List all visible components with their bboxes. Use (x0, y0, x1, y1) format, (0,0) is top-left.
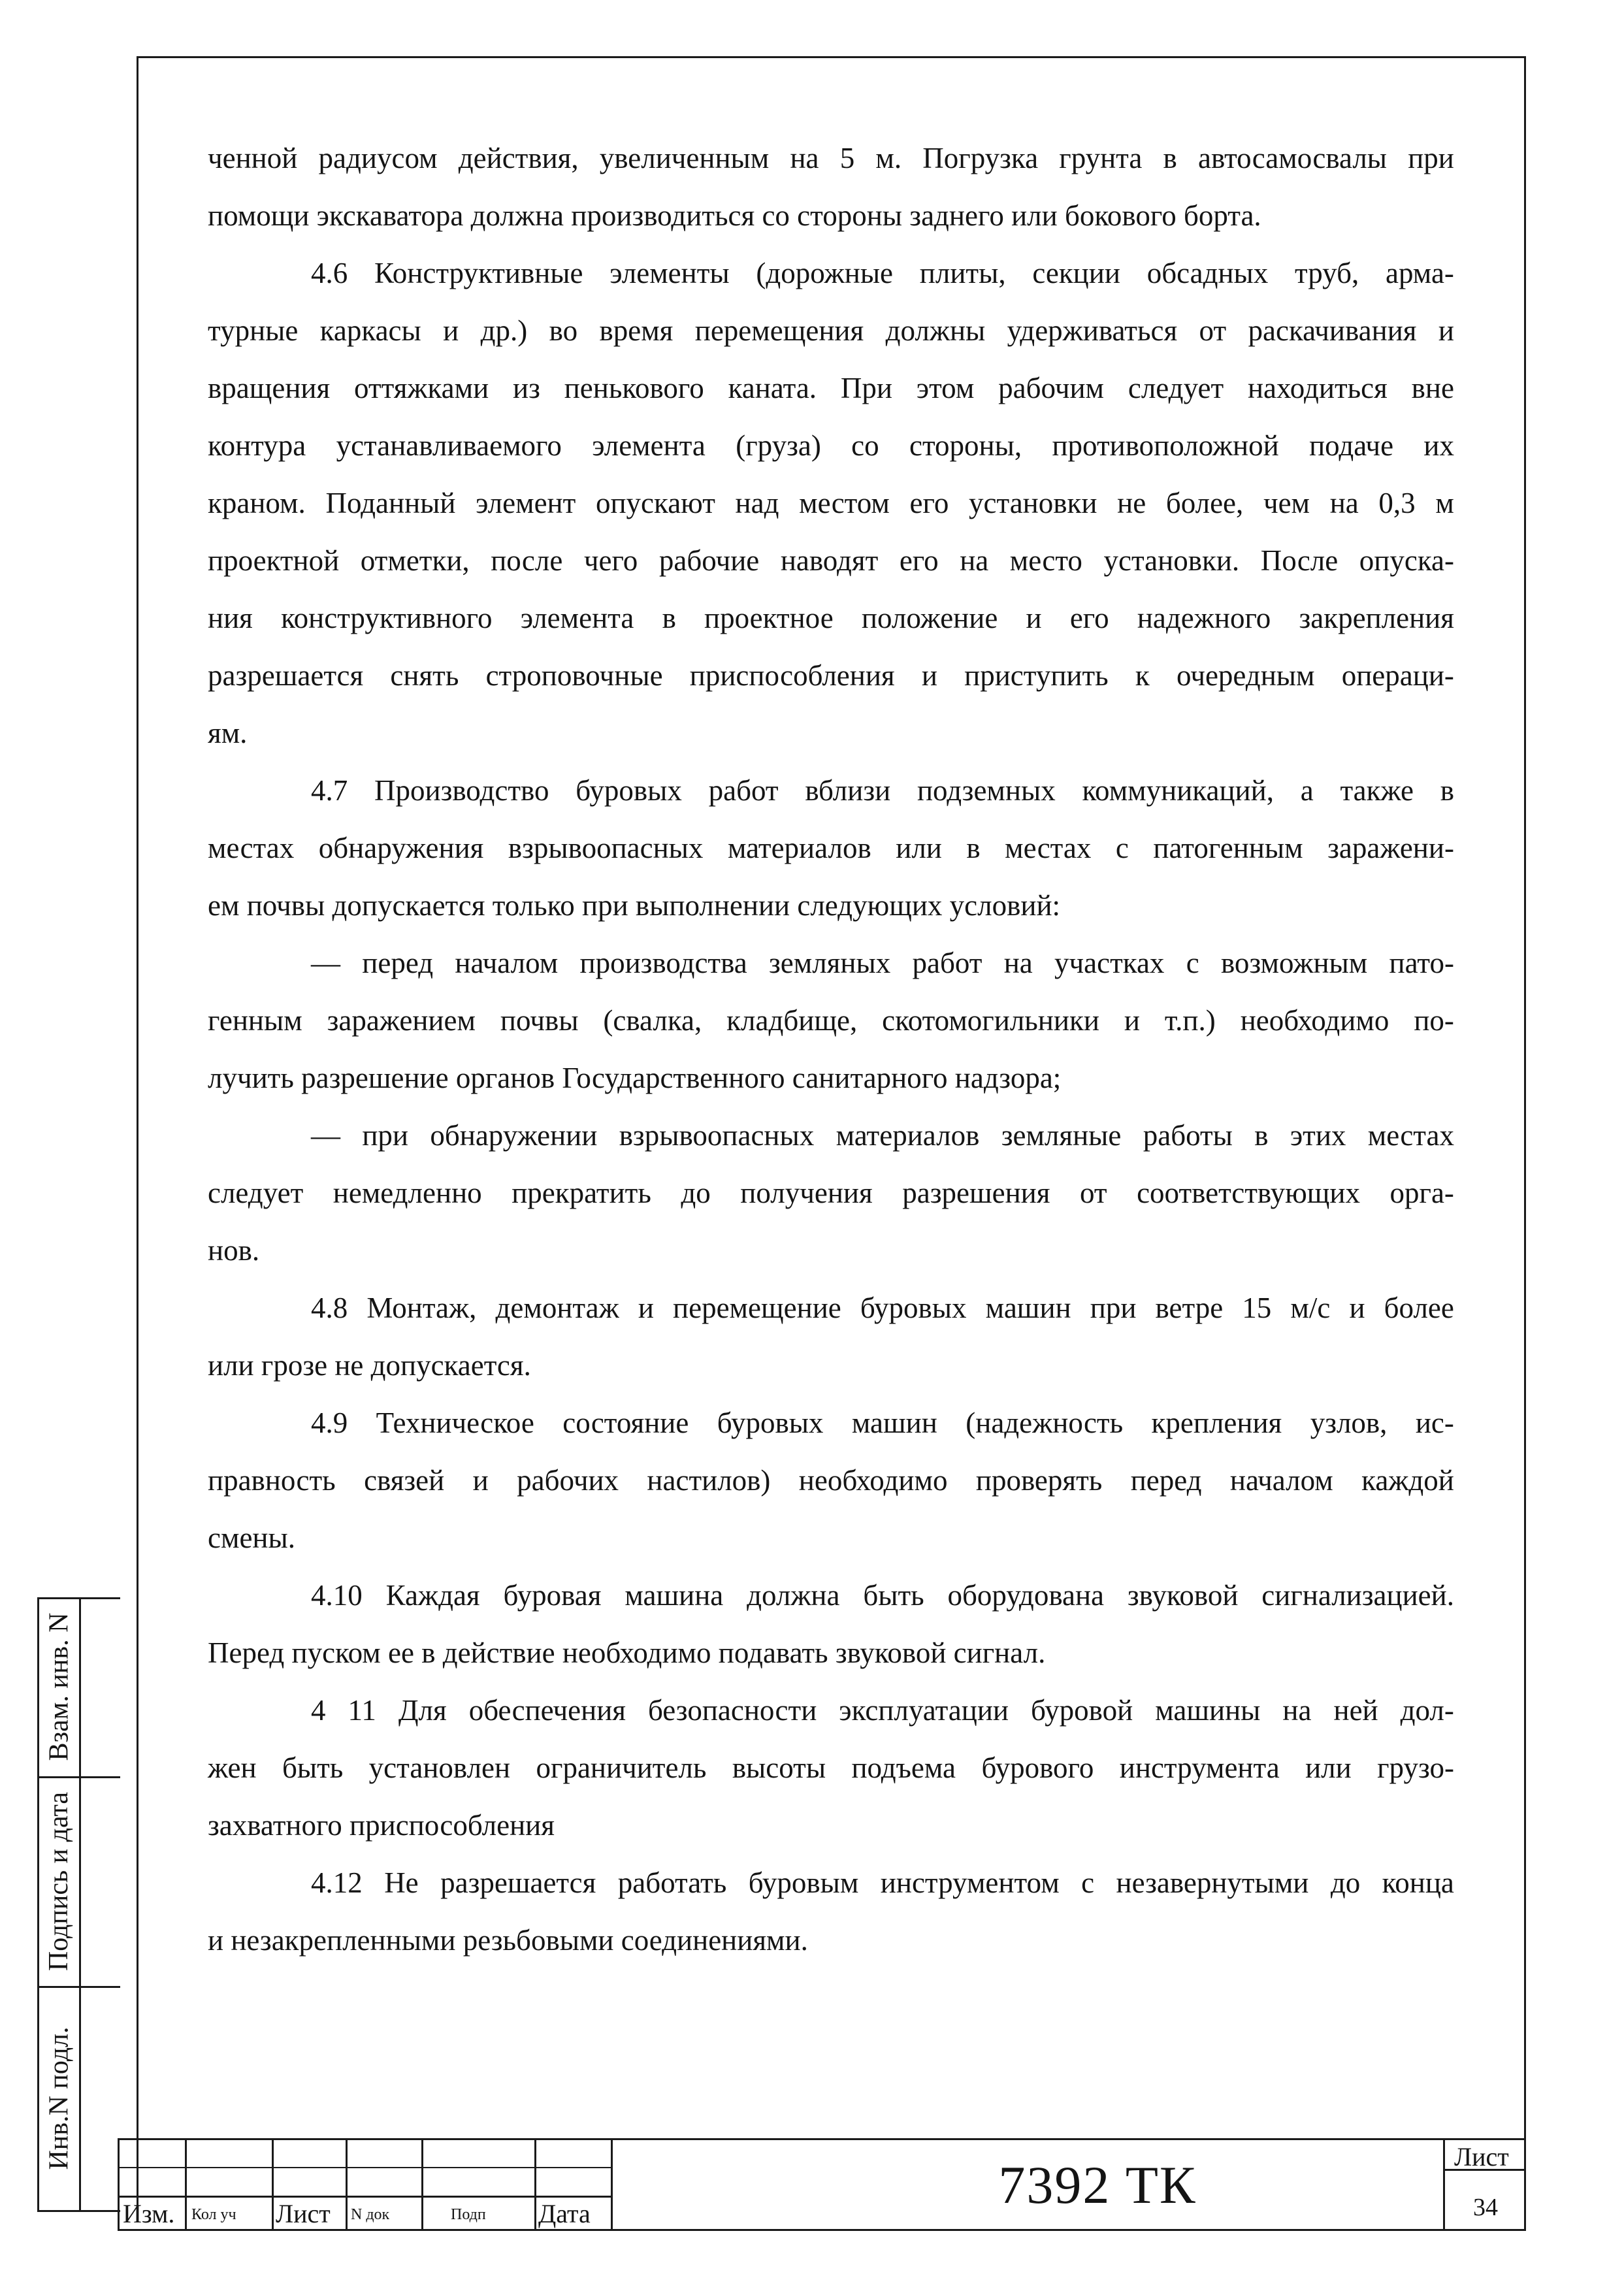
stamp-col-qty: Кол уч (191, 2206, 236, 2223)
text-line: — при обнаружении взрывоопасных материалов земляные работы в этих местах (311, 1119, 1454, 1152)
inv-no-label: Инв.N подл. (44, 2026, 74, 2170)
stamp-col-signature: Подп (451, 2206, 486, 2223)
text-line: следует немедленно прекратить до получения разрешения от соответствующих орга- (208, 1177, 1454, 1209)
text-line: и незакрепленными резьбовыми соединениями. (208, 1924, 808, 1957)
text-line: помощи экскаватора должна производиться со стороны заднего или бокового борта. (208, 199, 1261, 232)
text-line: 4.10 Каждая буровая машина должна быть оборудована звуковой сигнализацией. (311, 1579, 1454, 1612)
sheet-number: 34 (1473, 2194, 1498, 2221)
text-line: 4.12 Не разрешается работать буровым инструментом с незавернутыми до конца (311, 1866, 1454, 1899)
text-line: 4 11 Для обеспечения безопасности эксплуатации буровой машины на ней дол- (311, 1694, 1454, 1727)
stamp-col-date: Дата (538, 2199, 591, 2228)
text-line: ченной радиусом действия, увеличенным на 5 м. Погрузка грунта в автосамосвалы при (208, 142, 1454, 174)
text-line: краном. Поданный элемент опускают над местом его установки не более, чем на 0,3 м (208, 487, 1454, 519)
text-line: правность связей и рабочих настилов) необходимо проверять перед началом каждой (208, 1464, 1454, 1497)
text-line: или грозе не допускается. (208, 1349, 531, 1382)
stamp-col-change: Изм. (123, 2199, 175, 2228)
text-line: турные каркасы и др.) во время перемещения должны удерживаться от раскачивания и (208, 314, 1454, 347)
text-line: — перед началом производства земляных работ на участках с возможным пато- (311, 947, 1454, 979)
stamp-col-sheet: Лист (276, 2199, 331, 2228)
text-line: генным заражением почвы (свалка, кладбище, скотомогильники и т.п.) необходимо по- (208, 1004, 1454, 1037)
text-line: ям. (208, 717, 248, 749)
margin-strip (37, 1597, 120, 2212)
text-line: жен быть установлен ограничитель высоты подъема бурового инструмента или грузо- (208, 1751, 1454, 1784)
text-line: смены. (208, 1521, 295, 1554)
body-text (208, 129, 1454, 1969)
replaces-inv-label: Взам. инв. N (44, 1612, 74, 1761)
document-code: 7392 ТК (998, 2155, 1197, 2215)
text-line: лучить разрешение органов Государственного санитарного надзора; (208, 1062, 1062, 1094)
text-line: захватного приспособления (208, 1809, 555, 1842)
text-line: ния конструктивного элемента в проектное положение и его надежного закрепления (208, 602, 1454, 634)
sheet-label: Лист (1454, 2142, 1509, 2171)
text-line: Перед пуском ее в действие необходимо подавать звуковой сигнал. (208, 1636, 1046, 1669)
text-line: разрешается снять строповочные приспособления и приступить к очередным операци- (208, 659, 1454, 692)
text-line: 4.6 Конструктивные элементы (дорожные плиты, секции обсадных труб, арма- (311, 257, 1454, 289)
text-line: вращения оттяжками из пенькового каната. При этом рабочим следует находиться вне (208, 372, 1454, 404)
text-line: местах обнаружения взрывоопасных материалов или в местах с патогенным заражени- (208, 832, 1454, 864)
signature-date-label: Подпись и дата (44, 1791, 74, 1971)
text-line: ем почвы допускается только при выполнении следующих условий: (208, 889, 1061, 922)
stamp-col-doc-no: N док (351, 2206, 390, 2223)
text-line: 4.7 Производство буровых работ вблизи подземных коммуникаций, а также в (311, 774, 1454, 807)
text-line: нов. (208, 1234, 260, 1267)
text-line: 4.9 Техническое состояние буровых машин (надежность крепления узлов, ис- (311, 1407, 1454, 1439)
text-line: проектной отметки, после чего рабочие наводят его на место установки. После опуска- (208, 544, 1454, 577)
text-line: 4.8 Монтаж, демонтаж и перемещение буровых машин при ветре 15 м/с и более (311, 1292, 1454, 1324)
text-line: контура устанавливаемого элемента (груза) со стороны, противоположной подаче их (208, 429, 1454, 462)
